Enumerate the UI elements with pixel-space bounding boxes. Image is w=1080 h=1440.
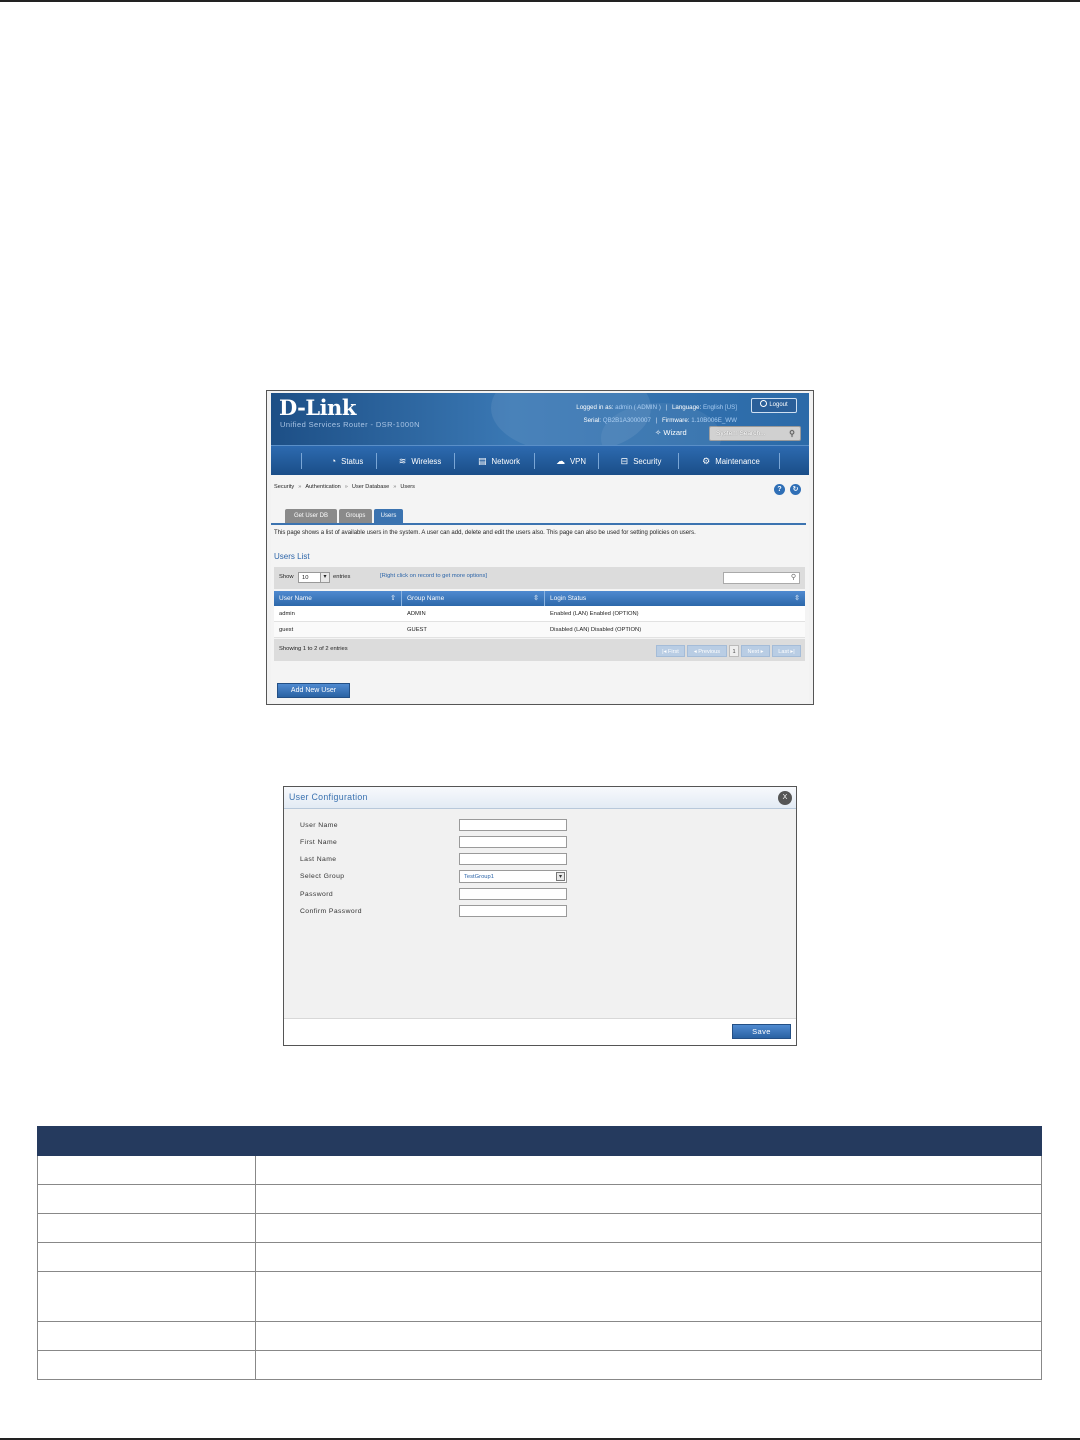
tab-get-user-db[interactable]: Get User DB [285, 509, 337, 523]
page-description: This page shows a list of available users in the system. A user can add, delete and edit the users also. This page can also be used for setting policies on users. [274, 530, 696, 536]
last-name-label: Last Name [300, 856, 337, 863]
help-icon[interactable]: ? [774, 484, 785, 495]
lock-icon: ⊟ [620, 456, 629, 466]
group-select[interactable] [459, 870, 567, 883]
page-content [271, 475, 809, 703]
cell-user-name: admin [279, 611, 295, 617]
nav-wireless[interactable]: ≋ Wireless [398, 456, 442, 466]
product-name: Unified Services Router - DSR-1000N [280, 420, 420, 429]
table-row [38, 1272, 1042, 1322]
context-hint: [Right click on record to get more options] [380, 573, 487, 579]
previous-page-button[interactable]: ◂ Previous [687, 645, 727, 657]
next-page-button[interactable]: Next ▸ [741, 645, 770, 657]
table-toolbar [274, 567, 805, 589]
dialog-footer [284, 1018, 796, 1046]
app-header [271, 393, 809, 445]
logged-in-label: Logged in as: [576, 404, 614, 411]
password-label: Password [300, 891, 334, 898]
wizard-label: Wizard [663, 428, 687, 437]
cell-group-name: GUEST [407, 627, 427, 633]
search-icon: ⚲ [789, 429, 795, 438]
wand-icon: ✧ [655, 428, 664, 437]
nav-network[interactable]: ▤ Network [477, 456, 521, 466]
cell-login-status: Enabled (LAN) Enabled (OPTION) [550, 611, 639, 617]
network-icon: ▤ [477, 456, 487, 466]
serial-value: QB2B1A3000007 [602, 417, 651, 424]
close-icon[interactable]: X [778, 791, 792, 805]
main-nav [271, 445, 809, 475]
user-name-field[interactable] [459, 819, 567, 831]
first-name-field[interactable] [459, 836, 567, 848]
logout-label: Logout [769, 402, 788, 408]
dlink-logo: D-Link [279, 395, 356, 420]
refresh-icon[interactable]: ↻ [790, 484, 801, 495]
page-number-button[interactable]: 1 [729, 645, 739, 657]
table-row[interactable] [274, 622, 805, 638]
sort-icon: ⇧ [390, 595, 396, 602]
language-link[interactable]: English [US] [702, 404, 737, 411]
table-row [38, 1351, 1042, 1380]
users-list-title: Users List [274, 552, 310, 561]
firmware-label: Firmware: [662, 417, 690, 424]
serial-label: Serial: [583, 417, 602, 424]
sort-icon: ⇳ [533, 595, 539, 602]
table-row[interactable] [274, 606, 805, 622]
save-button[interactable]: Save [732, 1024, 791, 1039]
select-group-label: Select Group [300, 873, 345, 880]
last-page-button[interactable]: Last ▸| [772, 645, 801, 657]
nav-vpn[interactable]: ☁ VPN [555, 456, 587, 466]
logout-button[interactable] [751, 398, 797, 413]
entries-select[interactable] [298, 572, 330, 583]
col-group-name[interactable]: Group Name ⇳ [402, 591, 545, 606]
group-value: TestGroup1 [464, 874, 494, 880]
breadcrumb-authentication[interactable]: Authentication [305, 484, 341, 490]
search-placeholder: System Search... [716, 430, 766, 437]
table-row [38, 1156, 1042, 1185]
cell-login-status: Disabled (LAN) Disabled (OPTION) [550, 627, 642, 633]
password-field[interactable] [459, 888, 567, 900]
col-user-name[interactable]: User Name ⇧ [274, 591, 402, 606]
add-new-user-button[interactable]: Add New User [277, 683, 350, 698]
chevron-down-icon: ▾ [556, 872, 565, 881]
breadcrumb: Security » Authentication » User Database » Users [274, 484, 415, 490]
last-name-field[interactable] [459, 853, 567, 865]
breadcrumb-users: Users [400, 484, 415, 490]
table-header-row [38, 1127, 1042, 1156]
col-login-status[interactable]: Login Status ⇳ [545, 591, 805, 606]
power-icon [760, 400, 767, 407]
confirm-password-field[interactable] [459, 905, 567, 917]
nav-status[interactable]: ◔ Status [330, 456, 364, 466]
gears-icon: ⚙ [702, 456, 711, 466]
entries-value: 10 [302, 575, 309, 581]
gauge-icon: ◔ [330, 456, 337, 466]
user-name-label: User Name [300, 822, 338, 829]
firmware-value: 1.10B006E_WW [691, 417, 737, 424]
confirm-password-label: Confirm Password [300, 908, 362, 915]
table-row [38, 1322, 1042, 1351]
tab-users[interactable]: Users [374, 509, 403, 523]
top-rule [0, 0, 1080, 2]
table-row [38, 1185, 1042, 1214]
user-config-dialog [283, 786, 797, 1046]
dialog-header [284, 787, 796, 809]
table-row [38, 1214, 1042, 1243]
cloud-vpn-icon: ☁ [555, 456, 565, 466]
users-page-screenshot [266, 390, 814, 705]
table-row [38, 1243, 1042, 1272]
nav-maintenance[interactable]: ⚙ Maintenance [702, 456, 760, 466]
search-icon: ⚲ [790, 574, 796, 581]
sort-icon: ⇳ [794, 595, 800, 602]
table-search-input[interactable] [723, 572, 800, 584]
logged-in-value: admin ( ADMIN ) [615, 404, 661, 411]
pagination-bar [274, 639, 805, 661]
cell-group-name: ADMIN [407, 611, 426, 617]
system-search-input[interactable] [709, 426, 801, 441]
showing-info: Showing 1 to 2 of 2 entries [279, 646, 348, 652]
table-header [274, 591, 805, 606]
nav-security[interactable]: ⊟ Security [620, 456, 662, 466]
dialog-title: User Configuration [289, 792, 368, 802]
first-page-button[interactable]: |◂ First [656, 645, 685, 657]
tab-groups[interactable]: Groups [339, 509, 372, 523]
breadcrumb-user-database[interactable]: User Database [351, 484, 390, 490]
header-info: Logged in as: admin ( ADMIN ) | Language: English [US] Serial: QB2B1A3000007 | Firmware: 1.10B006E_WW [576, 404, 737, 424]
language-label: Language: [671, 404, 702, 411]
first-name-label: First Name [300, 839, 338, 846]
wifi-icon: ≋ [398, 456, 407, 466]
wizard-link[interactable] [655, 428, 687, 437]
chevron-down-icon: ▾ [320, 573, 329, 582]
cell-user-name: guest [279, 627, 294, 633]
show-label: Show [279, 574, 294, 580]
field-description-table [37, 1126, 1042, 1380]
entries-label: entries [333, 574, 351, 580]
breadcrumb-security[interactable]: Security [274, 484, 295, 490]
